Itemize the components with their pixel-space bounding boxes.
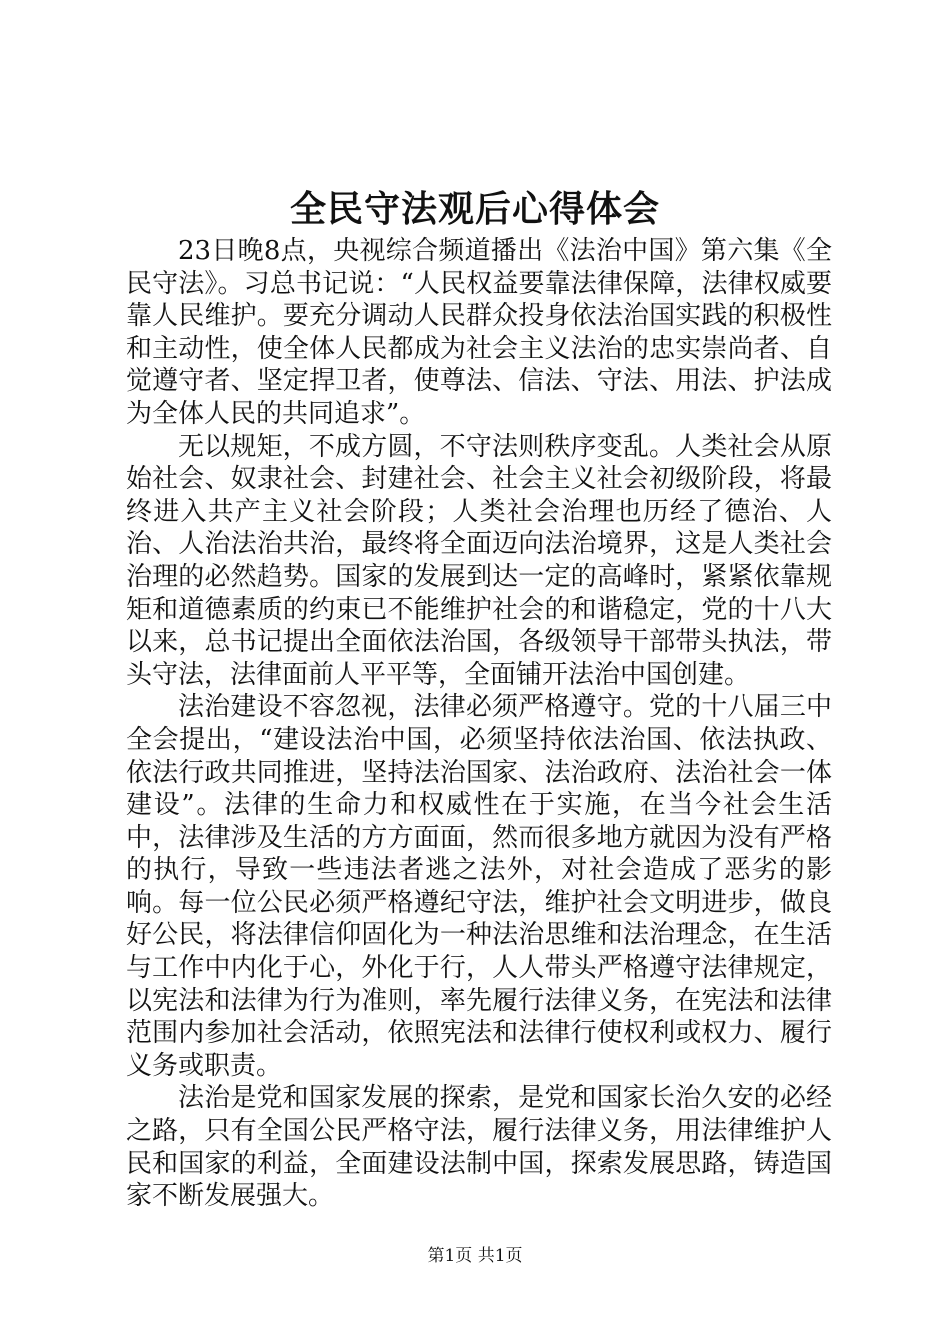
paragraph-4: 法治是党和国家发展的探索，是党和国家长治久安的必经之路，只有全国公民严格守法，履行法律义务，用法律维护人民和国家的利益，全面建设法制中国，探索发展思路，铸造国家不断发展强大。	[126, 1083, 832, 1212]
paragraph-3: 法治建设不容忽视，法律必须严格遵守。党的十八届三中全会提出，“建设法治中国，必须坚持依法治国、依法执政、依法行政共同推进，坚持法治国家、法治政府、法治社会一体建设”。法律的生命力和权威性在于实施，在当今社会生活中，法律涉及生活的方方面面，然而很多地方就因为没有严格的执行，导致一些违法者逃之法外，对社会造成了恶劣的影响。每一位公民必须严格遵纪守法，维护社会文明进步，做良好公民，将法律信仰固化为一种法治思维和法治理念，在生活与工作中内化于心，外化于行，人人带头严格遵守法律规定，以宪法和法律为行为准则，率先履行法律义务，在宪法和法律范围内参加社会活动，依照宪法和法律行使权利或权力、履行义务或职责。	[126, 692, 832, 1081]
paragraph-1: 23日晚8点，央视综合频道播出《法治中国》第六集《全民守法》。习总书记说：“人民权益要靠法律保障，法律权威要靠人民维护。要充分调动人民群众投身依法治国实践的积极性和主动性，使全体人民都成为社会主义法治的忠实崇尚者、自觉遵守者、坚定捍卫者，使尊法、信法、守法、用法、护法成为全体人民的共同追求”。	[126, 236, 832, 429]
paragraph-2: 无以规矩，不成方圆，不守法则秩序变乱。人类社会从原始社会、奴隶社会、封建社会、社会主义社会初级阶段，将最终进入共产主义社会阶段；人类社会治理也历经了德治、人治、人治法治共治，最终将全面迈向法治境界，这是人类社会治理的必然趋势。国家的发展到达一定的高峰时，紧紧依靠规矩和道德素质的约束已不能维护社会的和谐稳定，党的十八大以来，总书记提出全面依法治国，各级领导干部带头执法，带头守法，法律面前人平平等，全面铺开法治中国创建。	[126, 431, 832, 690]
document-body	[126, 235, 832, 1213]
document-title: 全民守法观后心得体会	[289, 188, 660, 230]
page-footer: 第1页 共1页	[427, 1246, 523, 1266]
